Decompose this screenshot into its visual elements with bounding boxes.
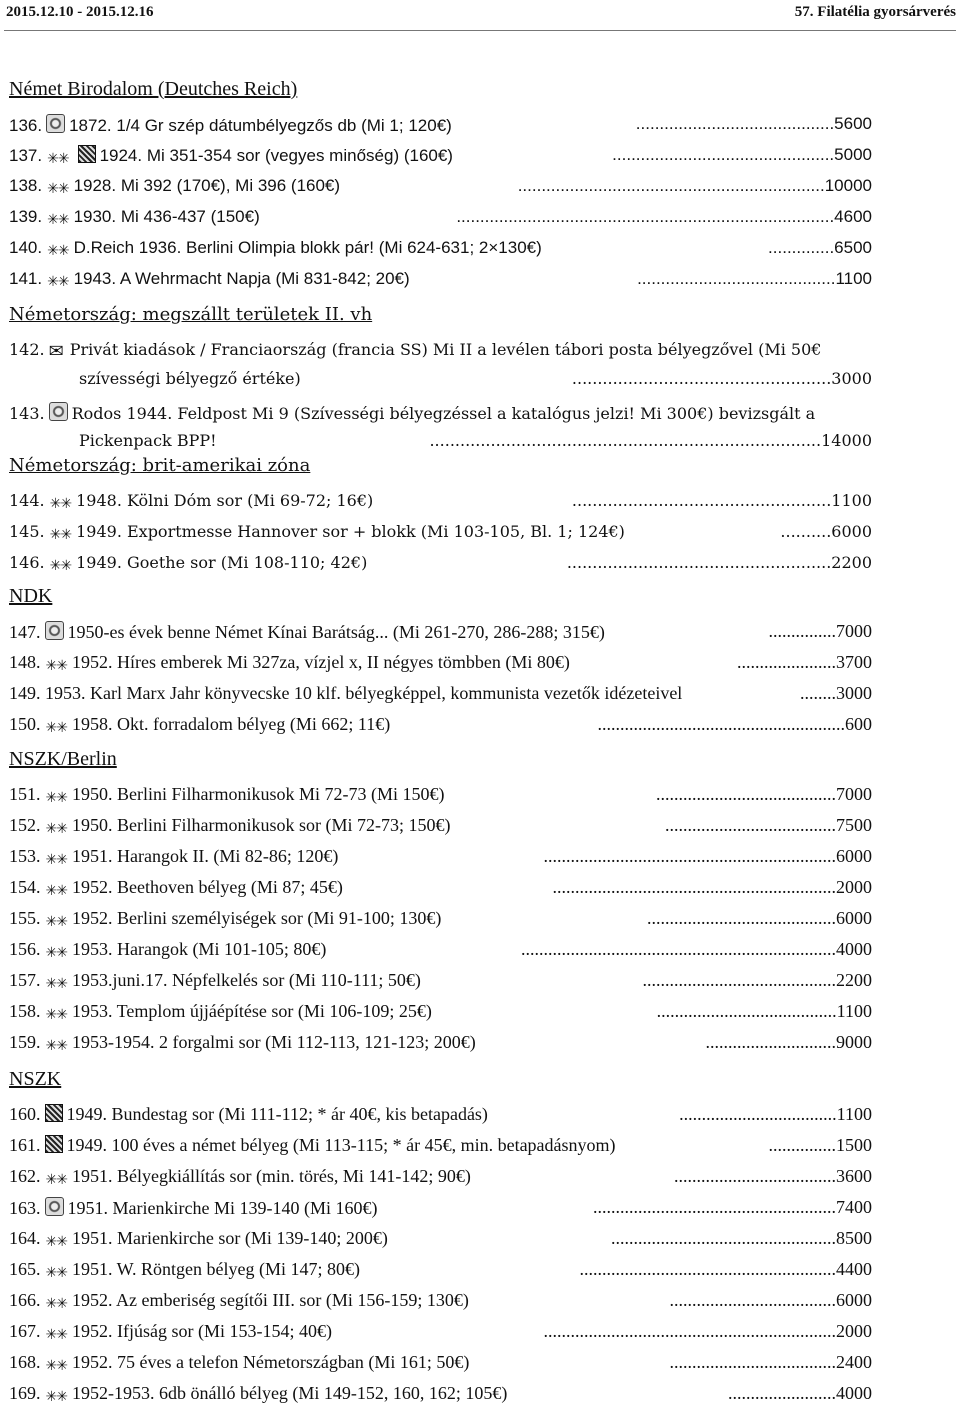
lot-number: 157.: [9, 970, 41, 990]
lot-number: 155.: [9, 908, 41, 928]
lot-item: [9, 966, 889, 997]
lot-number: 152.: [9, 815, 41, 835]
lot-description: 1949. Exportmesse Hannover sor + blokk (Mi 103-105, Bl. 1; 124€): [76, 522, 625, 541]
double-star-icon: ✳✳: [45, 1265, 67, 1281]
lot-number: 141.: [9, 269, 43, 288]
double-star-icon: ✳✳: [49, 558, 72, 574]
lot-item: [9, 398, 889, 429]
double-star-icon: ✳✳: [47, 151, 69, 167]
double-star-icon: ✳✳: [49, 527, 72, 543]
section-title: NSZK: [9, 1068, 62, 1090]
lot-item: [9, 811, 889, 842]
lot-price: 600: [845, 714, 872, 734]
leader-dots: .......................................................: [597, 714, 845, 734]
lot-item: [9, 141, 889, 172]
lot-number: 158.: [9, 1001, 41, 1021]
double-star-icon: ✳✳: [45, 720, 67, 736]
lot-number: 159.: [9, 1032, 41, 1052]
lot-description: 1943. A Wehrmacht Napja (Mi 831-842; 20€): [73, 269, 410, 288]
lot-number: 139.: [9, 207, 43, 226]
lot-price: 2200: [831, 553, 872, 572]
section-title: NDK: [9, 585, 53, 607]
leader-dots: ...................................................: [571, 491, 832, 510]
double-star-icon: ✳✳: [45, 945, 67, 961]
lot-item: [9, 710, 889, 741]
lot-number: 168.: [9, 1352, 41, 1372]
leader-dots: .............................................................................: [429, 431, 822, 450]
double-star-icon: ✳✳: [45, 1389, 67, 1405]
double-star-icon: ✳✳: [47, 212, 69, 228]
lot-item: [9, 679, 889, 710]
lot-price: 3600: [836, 1166, 872, 1186]
lot-item: [9, 1348, 889, 1379]
postmark-circle-icon: [49, 402, 68, 421]
lot-description: 1948. Kölni Dóm sor (Mi 69-72; 16€): [76, 491, 374, 510]
lot-price: 9000: [836, 1032, 872, 1052]
lot-description: 1952. Beethoven bélyeg (Mi 87; 45€): [71, 877, 343, 897]
lot-description-continued: szívességi bélyegző értéke): [79, 369, 301, 388]
leader-dots: ...............................................................: [552, 877, 836, 897]
section-title: Németország: megszállt területek II. vh: [9, 304, 373, 325]
leader-dots: ........................................: [656, 1001, 837, 1021]
leader-dots: ................................................................................: [456, 207, 835, 226]
postmark-circle-icon: [45, 1197, 64, 1216]
double-star-icon: ✳✳: [47, 274, 69, 290]
lot-description: 1952. Berlini személyiségek sor (Mi 91-100; 130€): [71, 908, 442, 928]
lot-description: 1951. Harangok II. (Mi 82-86; 120€): [71, 846, 339, 866]
leader-dots: ........................................: [656, 784, 836, 804]
lot-price: 4000: [836, 939, 872, 959]
lot-number: 146.: [9, 553, 45, 572]
lot-price: 3000: [831, 369, 872, 388]
lot-number: 169.: [9, 1383, 41, 1403]
hinged-square-icon: [78, 145, 96, 163]
leader-dots: ...............................................: [612, 145, 835, 164]
lot-price: 2200: [836, 970, 872, 990]
lot-description: 1953. Templom újjáépítése sor (Mi 106-109; 25€): [71, 1001, 432, 1021]
lot-price: 6500: [834, 238, 872, 257]
leader-dots: ....................................: [674, 1166, 836, 1186]
lot-description: 1951. Marienkirche sor (Mi 139-140; 200€): [71, 1228, 388, 1248]
lot-description: 1950. Berlini Filharmonikusok Mi 72-73 (Mi 150€): [71, 784, 445, 804]
lot-description: 1952. Híres emberek Mi 327za, vízjel x, II négyes tömbben (Mi 80€): [71, 652, 570, 672]
lot-item: [9, 487, 889, 518]
leader-dots: .............................: [705, 1032, 836, 1052]
lot-description: 1958. Okt. forradalom bélyeg (Mi 662; 11€): [71, 714, 391, 734]
lot-item: [9, 110, 889, 141]
leader-dots: ......................: [737, 652, 836, 672]
lot-item: [9, 1379, 889, 1410]
lot-description-continued: Pickenpack BPP!: [79, 431, 217, 450]
leader-dots: ...................................................: [571, 369, 832, 388]
double-star-icon: ✳✳: [45, 1172, 67, 1188]
leader-dots: ......................................................: [593, 1197, 836, 1217]
leader-dots: ..........: [780, 522, 832, 541]
lot-number: 166.: [9, 1290, 41, 1310]
lot-item: [9, 935, 889, 966]
double-star-icon: ✳✳: [45, 1327, 67, 1343]
lot-description: Rodos 1944. Feldpost Mi 9 (Szívességi bélyegzéssel a katalógus jelzi! Mi 300€) bevizsgált a: [71, 404, 816, 423]
leader-dots: .....................................: [669, 1352, 836, 1372]
lot-number: 151.: [9, 784, 41, 804]
lot-description: 1930. Mi 436-437 (150€): [73, 207, 260, 226]
double-star-icon: ✳✳: [45, 883, 67, 899]
lot-price: 2000: [836, 1321, 872, 1341]
leader-dots: ........................: [728, 1383, 836, 1403]
catalog-section: [9, 585, 889, 741]
lot-item-continuation: [9, 367, 889, 398]
leader-dots: .................................................................: [543, 846, 836, 866]
lot-item: [9, 336, 889, 367]
lot-number: 164.: [9, 1228, 41, 1248]
lot-price: 8500: [836, 1228, 872, 1248]
lot-description: 1949. 100 éves a német bélyeg (Mi 113-115; * ár 45€, min. betapadásnyom): [66, 1135, 616, 1155]
lot-price: 2400: [836, 1352, 872, 1372]
header-dates: 2015.12.10 - 2015.12.16: [6, 4, 154, 20]
leader-dots: ...........................................: [642, 970, 836, 990]
lot-number: 147.: [9, 622, 41, 642]
lot-price: 5000: [834, 145, 872, 164]
lot-price: 3000: [836, 683, 872, 703]
lot-number: 165.: [9, 1259, 41, 1279]
double-star-icon: ✳✳: [45, 852, 67, 868]
lot-item: [9, 1162, 889, 1193]
lot-number: 162.: [9, 1166, 41, 1186]
double-star-icon: ✳✳: [45, 1358, 67, 1374]
lot-item: [9, 1255, 889, 1286]
leader-dots: ...................................: [679, 1104, 837, 1124]
double-star-icon: ✳✳: [45, 914, 67, 930]
lot-number: 160.: [9, 1104, 41, 1124]
leader-dots: ..................................................: [611, 1228, 836, 1248]
lot-description: 1872. 1/4 Gr szép dátumbélyegzős db (Mi 1; 120€): [69, 116, 452, 135]
leader-dots: .........................................................: [579, 1259, 836, 1279]
lot-number: 140.: [9, 238, 43, 257]
lot-number: 150.: [9, 714, 41, 734]
lot-price: 3700: [836, 652, 872, 672]
lot-description: 1951. W. Röntgen bélyeg (Mi 147; 80€): [71, 1259, 360, 1279]
lot-item: [9, 997, 889, 1028]
lot-description: 1949. Bundestag sor (Mi 111-112; * ár 40€, kis betapadás): [66, 1104, 488, 1124]
lot-number: 136.: [9, 116, 43, 135]
leader-dots: ..............: [768, 238, 835, 257]
catalog-content: [9, 0, 889, 1404]
leader-dots: .................................................................: [543, 1321, 836, 1341]
lot-price: 7500: [836, 815, 872, 835]
lot-number: 161.: [9, 1135, 41, 1155]
lot-price: 7000: [836, 784, 872, 804]
lot-item: [9, 518, 889, 549]
lot-item: [9, 873, 889, 904]
lot-item: [9, 904, 889, 935]
lot-number: 142.: [9, 340, 45, 359]
lot-description: 1950-es évek benne Német Kínai Barátság... (Mi 261-270, 286-288; 315€): [67, 622, 605, 642]
hinged-square-icon: [45, 1135, 63, 1153]
lot-item: [9, 1028, 889, 1059]
leader-dots: ........: [800, 683, 836, 703]
lot-number: 153.: [9, 846, 41, 866]
lot-item: [9, 1224, 889, 1255]
leader-dots: ......................................: [665, 815, 836, 835]
double-star-icon: ✳✳: [45, 821, 67, 837]
lot-price: 7000: [836, 621, 872, 641]
lot-item: [9, 780, 889, 811]
lot-price: 1500: [836, 1135, 872, 1155]
leader-dots: ...............: [768, 621, 836, 641]
lot-price: 7400: [836, 1197, 872, 1217]
lot-price: 5600: [834, 114, 872, 133]
catalog-section: [9, 1068, 889, 1410]
catalog-section: [9, 748, 889, 1059]
lot-item: [9, 1100, 889, 1131]
lot-number: 163.: [9, 1198, 41, 1218]
lot-description: 1950. Berlini Filharmonikusok sor (Mi 72-73; 150€): [71, 815, 451, 835]
catalog-section: [9, 78, 889, 296]
leader-dots: .....................................: [669, 1290, 836, 1310]
leader-dots: ......................................................................: [521, 939, 836, 959]
lot-description: 1953.juni.17. Népfelkelés sor (Mi 110-111; 50€): [71, 970, 421, 990]
postmark-circle-icon: [45, 621, 64, 640]
lot-price: 4400: [836, 1259, 872, 1279]
header-title: 57. Filatélia gyorsárverés: [794, 4, 956, 20]
lot-price: 14000: [821, 431, 872, 450]
lot-description: 1952-1953. 6db önálló bélyeg (Mi 149-152, 160, 162; 105€): [71, 1383, 508, 1403]
leader-dots: ....................................................: [566, 553, 832, 572]
lot-number: 138.: [9, 176, 43, 195]
double-star-icon: ✳✳: [45, 1234, 67, 1250]
lot-price: 6000: [836, 1290, 872, 1310]
lot-item: [9, 842, 889, 873]
lot-item: [9, 1193, 889, 1224]
double-star-icon: ✳✳: [45, 790, 67, 806]
lot-description: 1953-1954. 2 forgalmi sor (Mi 112-113, 121-123; 200€): [71, 1032, 476, 1052]
lot-item: [9, 1286, 889, 1317]
lot-description: 1949. Goethe sor (Mi 108-110; 42€): [76, 553, 368, 572]
lot-description: Privát kiadások / Franciaország (francia SS) Mi II a levélen tábori posta bélyegzővel (Mi 50€: [69, 340, 822, 359]
lot-number: 167.: [9, 1321, 41, 1341]
lot-number: 145.: [9, 522, 45, 541]
lot-price: 6000: [836, 846, 872, 866]
double-star-icon: ✳✳: [45, 976, 67, 992]
double-star-icon: ✳✳: [47, 181, 69, 197]
lot-item: [9, 1131, 889, 1162]
lot-price: 2000: [836, 877, 872, 897]
lot-number: 149.: [9, 683, 41, 703]
double-star-icon: ✳✳: [47, 243, 69, 259]
double-star-icon: ✳✳: [45, 658, 67, 674]
leader-dots: ..........................................: [647, 908, 836, 928]
postmark-circle-icon: [46, 114, 65, 133]
double-star-icon: ✳✳: [45, 1038, 67, 1054]
lot-item: [9, 203, 889, 234]
lot-description: 1953. Harangok (Mi 101-105; 80€): [71, 939, 327, 959]
lot-number: 143.: [9, 404, 45, 423]
lot-price: 6000: [836, 908, 872, 928]
lot-number: 148.: [9, 652, 41, 672]
lot-item: [9, 648, 889, 679]
leader-dots: ...............: [768, 1135, 836, 1155]
lot-description: 1952. Ifjúság sor (Mi 153-154; 40€): [71, 1321, 332, 1341]
section-title: NSZK/Berlin: [9, 748, 117, 770]
lot-number: 154.: [9, 877, 41, 897]
lot-item: [9, 617, 889, 648]
double-star-icon: ✳✳: [45, 1007, 67, 1023]
lot-description: 1951. Marienkirche Mi 139-140 (Mi 160€): [67, 1198, 378, 1218]
lot-number: 156.: [9, 939, 41, 959]
lot-description: 1952. 75 éves a telefon Németországban (Mi 161; 50€): [71, 1352, 470, 1372]
lot-item: [9, 234, 889, 265]
lot-price: 1100: [836, 1104, 872, 1124]
lot-description: 1952. Az emberiség segítői III. sor (Mi 156-159; 130€): [71, 1290, 469, 1310]
lot-price: 4600: [834, 207, 872, 226]
lot-item: [9, 549, 889, 580]
lot-description: 1953. Karl Marx Jahr könyvecske 10 klf. bélyegképpel, kommunista vezetők idézeteivel: [45, 683, 683, 703]
lot-price: 4000: [836, 1383, 872, 1403]
section-title: Németország: brit-amerikai zóna: [9, 455, 311, 476]
catalog-section: [9, 304, 889, 460]
lot-price: 1100: [831, 491, 872, 510]
lot-price: 1100: [836, 1001, 872, 1021]
hinged-square-icon: [45, 1104, 63, 1122]
lot-description: 1924. Mi 351-354 sor (vegyes minőség) (160€): [99, 146, 453, 165]
section-title: Német Birodalom (Deutches Reich): [9, 78, 298, 100]
catalog-section: [9, 455, 889, 580]
lot-description: D.Reich 1936. Berlini Olimpia blokk pár! (Mi 624-631; 2×130€): [73, 238, 542, 257]
lot-price: 1100: [835, 269, 872, 288]
lot-number: 144.: [9, 491, 45, 510]
double-star-icon: ✳✳: [45, 1296, 67, 1312]
double-star-icon: ✳✳: [49, 496, 72, 512]
lot-item: [9, 172, 889, 203]
leader-dots: ..........................................: [637, 269, 836, 288]
lot-number: 137.: [9, 146, 43, 165]
lot-price: 6000: [831, 522, 872, 541]
lot-price: 10000: [824, 176, 872, 195]
lot-item: [9, 1317, 889, 1348]
lot-item: [9, 265, 889, 296]
leader-dots: ..........................................: [635, 114, 835, 133]
envelope-icon: ✉: [48, 341, 64, 362]
lot-description: 1928. Mi 392 (170€), Mi 396 (160€): [73, 176, 341, 195]
lot-description: 1951. Bélyegkiállítás sor (min. törés, Mi 141-142; 90€): [71, 1166, 471, 1186]
leader-dots: .................................................................: [517, 176, 825, 195]
